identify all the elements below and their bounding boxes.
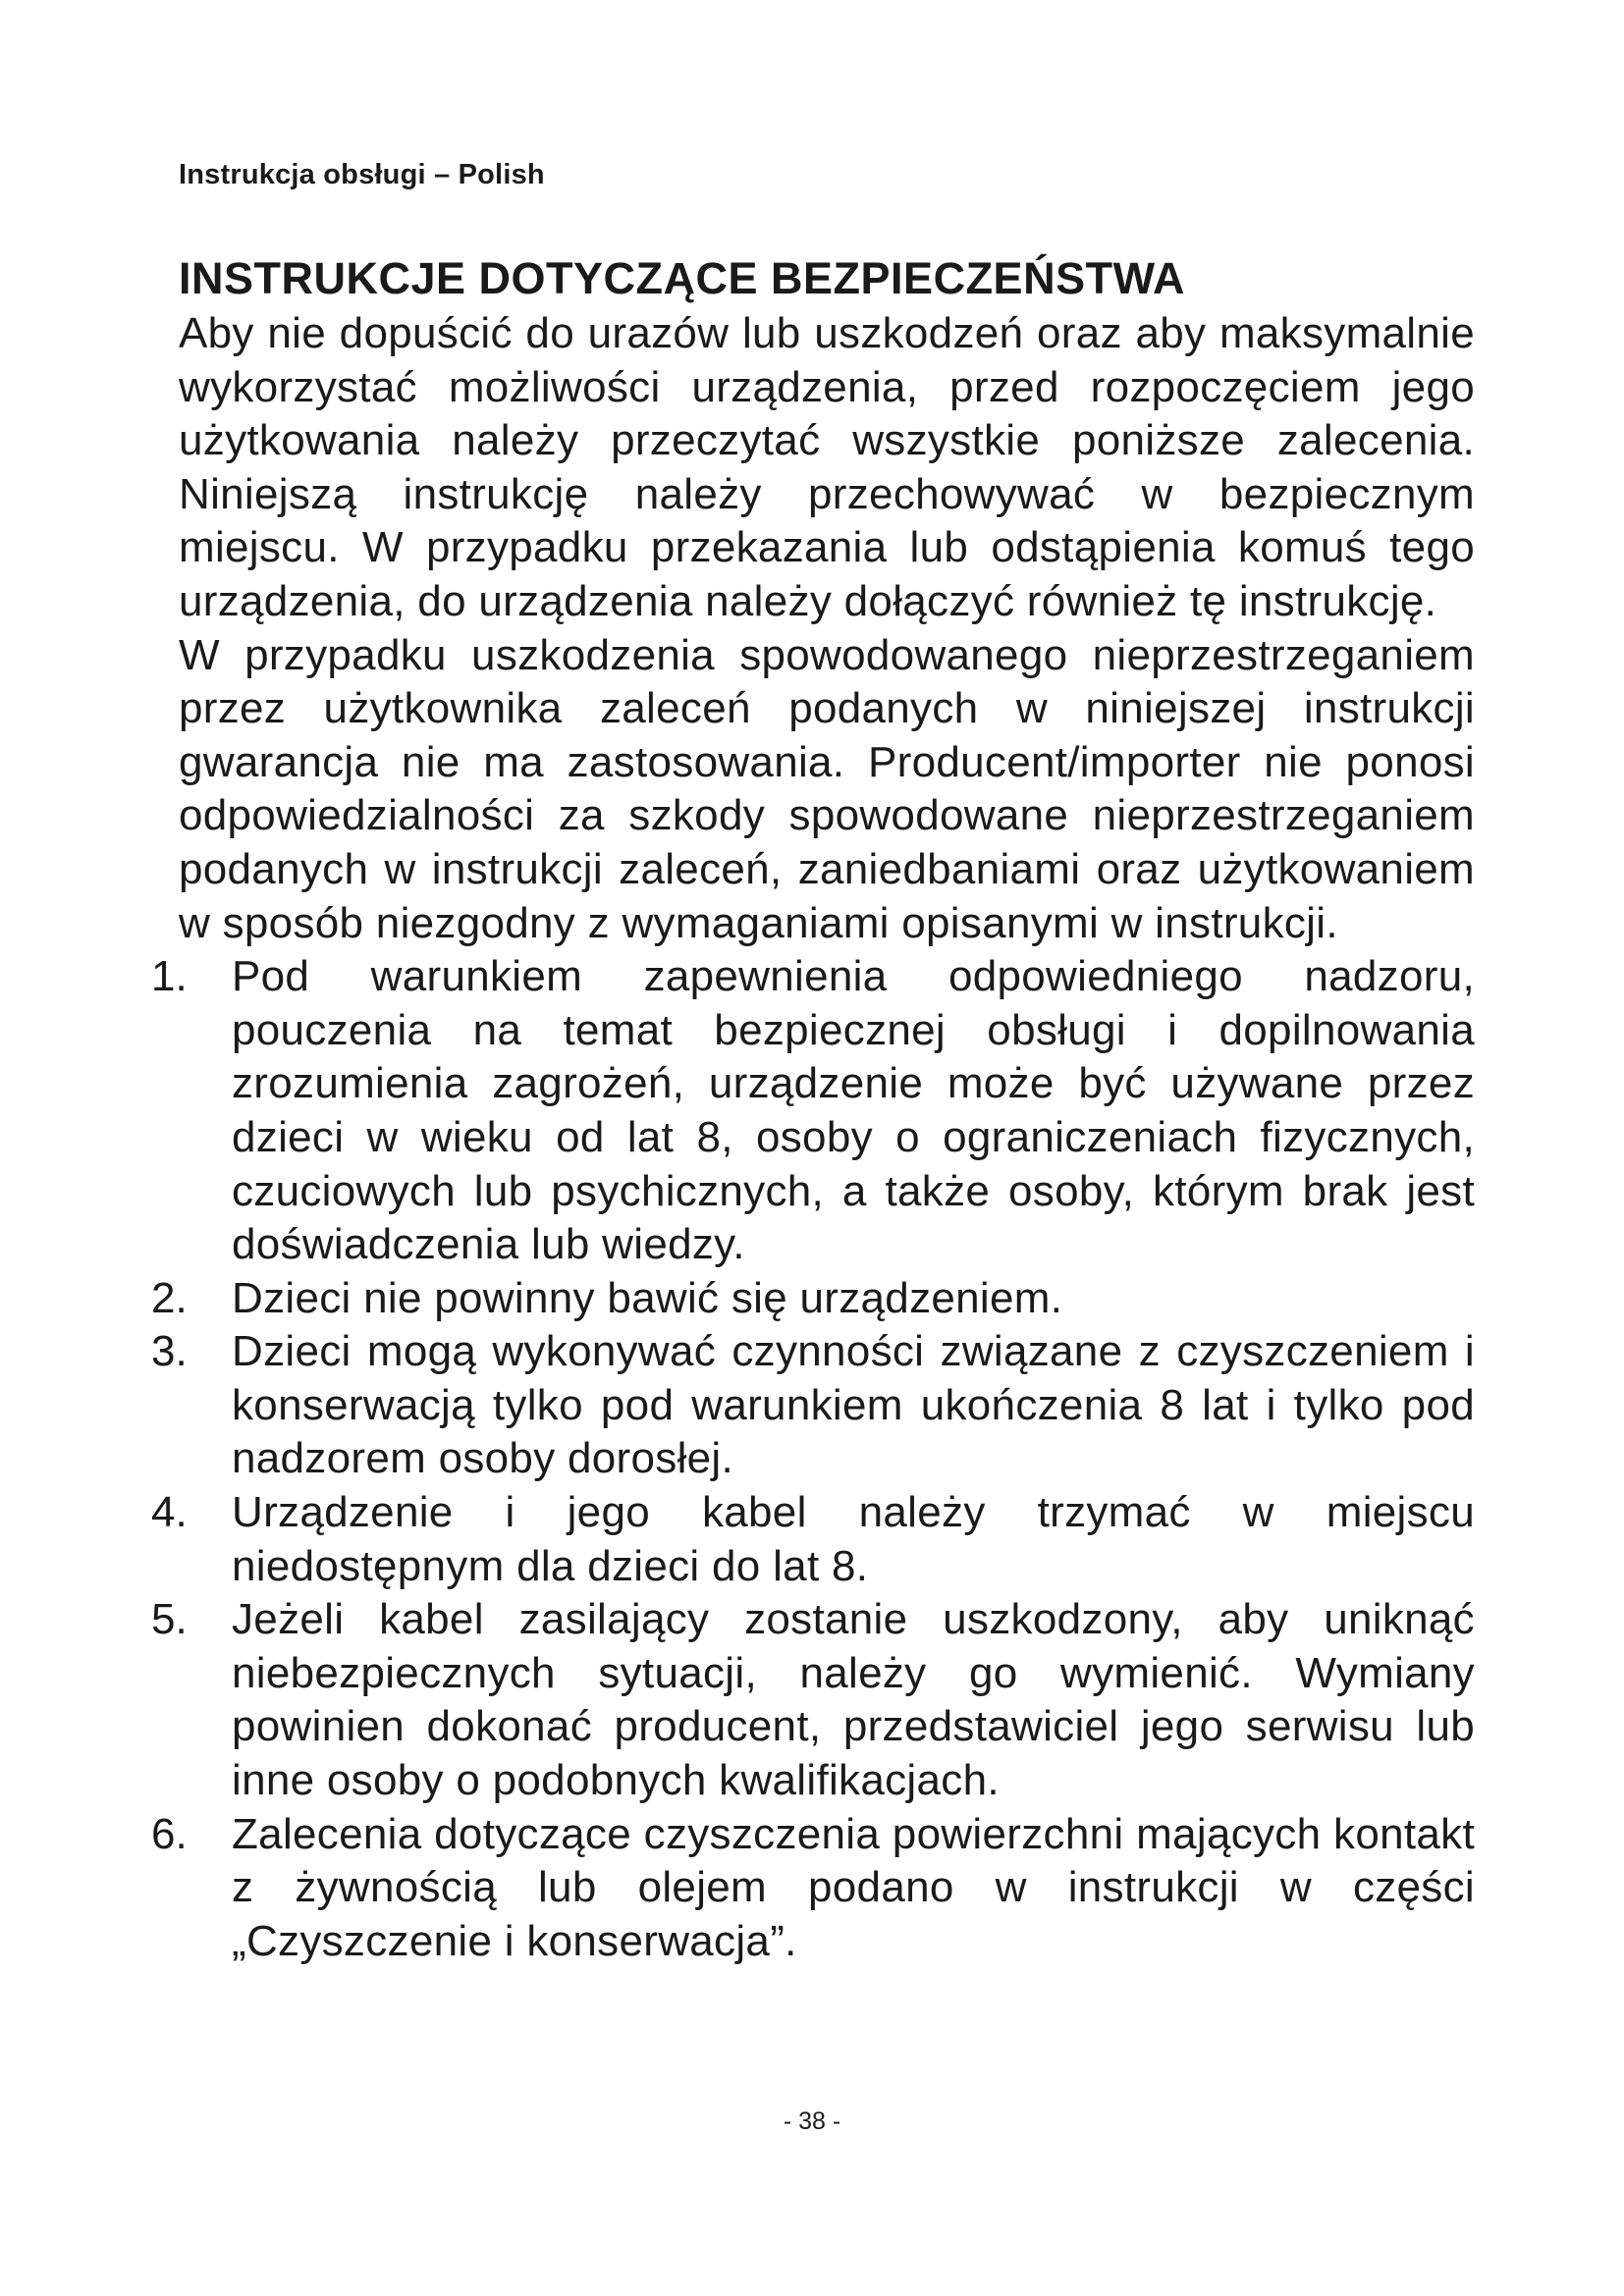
list-item-number: 2. [151, 1273, 188, 1322]
list-item-number: 1. [151, 952, 188, 1001]
list-item [151, 1325, 1475, 1486]
safety-list [151, 950, 1475, 1968]
section-title: INSTRUKCJE DOTYCZĄCE BEZPIECZEŃSTWA [179, 253, 1186, 303]
list-item-number: 4. [151, 1488, 188, 1537]
list-item-text: Jeżeli kabel zasilający zostanie uszkodzony, aby uniknąć niebezpiecznych sytuacji, należy go wymienić. Wymiany powinien dokonać producent, przedstawiciel jego serwisu lub inne osoby o podobnych kwalifikacjach. [232, 1595, 1475, 1805]
warranty-paragraph: W przypadku uszkodzenia spowodowanego nieprzestrzeganiem przez użytkownika zaleceń podanych w niniejszej instrukcji gwarancja nie ma zastosowania. Producent/importer nie ponosi odpowiedzialności za szkody spowodowane nieprzestrzeganiem podanych w instrukcji zaleceń, zaniedbaniami oraz użytkowaniem w sposób niezgodny z wymaganiami opisanymi w instrukcji. [179, 630, 1475, 947]
list-item-number: 6. [151, 1809, 188, 1858]
list-item [151, 1272, 1475, 1326]
list-item [151, 1486, 1475, 1593]
list-item-text: Urządzenie i jego kabel należy trzymać w miejscu niedostępnym dla dzieci do lat 8. [232, 1488, 1475, 1590]
list-item-text: Dzieci mogą wykonywać czynności związane z czyszczeniem i konserwacją tylko pod warunkiem ukończenia 8 lat i tylko pod nadzorem osoby dorosłej. [232, 1327, 1475, 1483]
page-number: - 38 - [783, 2108, 841, 2135]
list-item-number: 5. [151, 1595, 188, 1644]
page-header: Instrukcja obsługi – Polish [179, 159, 545, 190]
list-item-text: Pod warunkiem zapewnienia odpowiedniego nadzoru, pouczenia na temat bezpiecznej obsługi i dopilnowania zrozumienia zagrożeń, urządzenie może być używane przez dzieci w wieku od lat 8, osoby o ograniczeniach fizycznych, czuciowych lub psychicznych, a także osoby, którym brak jest doświadczenia lub wiedzy. [232, 952, 1475, 1269]
list-item [151, 950, 1475, 1272]
list-item-number: 3. [151, 1327, 188, 1376]
intro-paragraph: Aby nie dopuścić do urazów lub uszkodzeń oraz aby maksymalnie wykorzystać możliwości urządzenia, przed rozpoczęciem jego użytkowania należy przeczytać wszystkie poniższe zalecenia. Niniejszą instrukcję należy przechowywać w bezpiecznym miejscu. W przypadku przekazania lub odstąpienia komuś tego urządzenia, do urządzenia należy dołączyć również tę instrukcję. [179, 309, 1475, 625]
list-item-text: Zalecenia dotyczące czyszczenia powierzchni mających kontakt z żywnością lub olejem podano w instrukcji w części „Czyszczenie i konserwacja”. [232, 1809, 1475, 1965]
document-body [151, 250, 1475, 1968]
list-item-text: Dzieci nie powinny bawić się urządzeniem. [232, 1273, 1063, 1322]
list-item [151, 1808, 1475, 1969]
list-item [151, 1593, 1475, 1807]
